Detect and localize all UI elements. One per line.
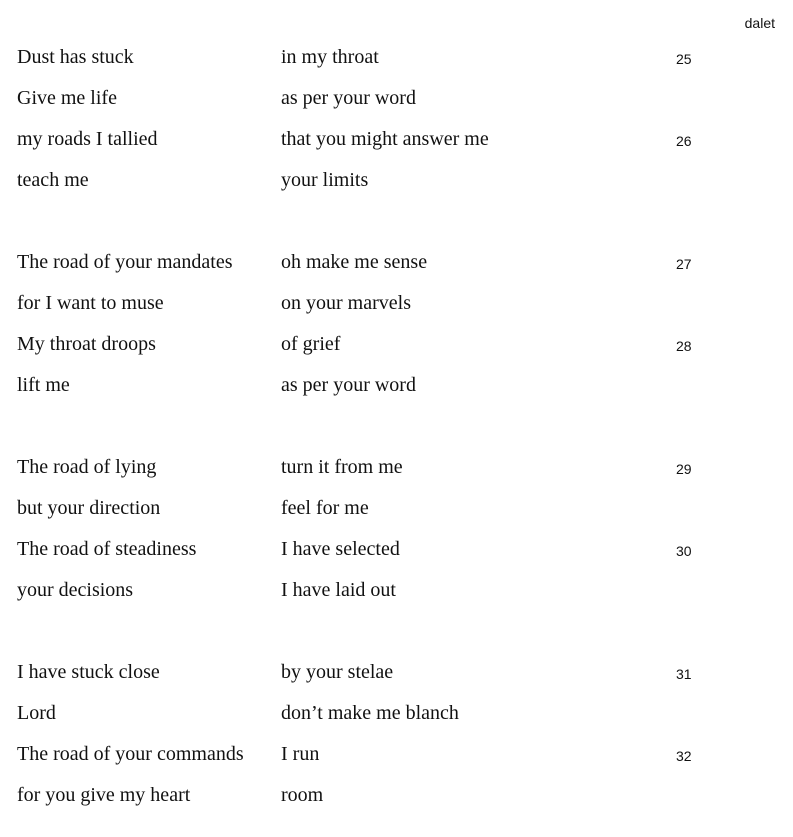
line-first-half: The road of steadiness	[17, 538, 197, 560]
line-second-half: by your stelae	[281, 661, 394, 683]
line-second-half: I have laid out	[281, 579, 396, 601]
line-first-half: teach me	[17, 169, 89, 191]
verse-number: 30	[676, 543, 692, 559]
line-first-half: I have stuck close	[17, 661, 160, 683]
verse-line	[17, 449, 777, 490]
verse-line	[17, 367, 777, 408]
line-first-half: The road of your mandates	[17, 251, 233, 273]
verse-line	[17, 654, 777, 695]
line-second-half: room	[281, 784, 324, 806]
stanza-3	[17, 449, 777, 613]
verse-line	[17, 285, 777, 326]
line-first-half: my roads I tallied	[17, 128, 158, 150]
line-second-half: that you might answer me	[281, 128, 489, 150]
line-second-half: feel for me	[281, 497, 369, 519]
verse-number: 32	[676, 748, 692, 764]
line-second-half: of grief	[281, 333, 341, 355]
section-label: dalet	[744, 15, 775, 31]
line-first-half: lift me	[17, 374, 70, 396]
verse-number: 28	[676, 338, 692, 354]
verse-line	[17, 572, 777, 613]
verse-line	[17, 777, 777, 818]
verse-line	[17, 736, 777, 777]
verse-line	[17, 695, 777, 736]
verse-line	[17, 162, 777, 203]
line-second-half: I run	[281, 743, 320, 765]
line-second-half: don’t make me blanch	[281, 702, 459, 724]
line-first-half: Lord	[17, 702, 56, 724]
line-second-half: as per your word	[281, 87, 416, 109]
stanza-4	[17, 654, 777, 818]
line-first-half: The road of lying	[17, 456, 157, 478]
verse-number: 25	[676, 51, 692, 67]
line-second-half: I have selected	[281, 538, 400, 560]
verse-line	[17, 244, 777, 285]
line-first-half: your decisions	[17, 579, 134, 601]
verse-number: 31	[676, 666, 692, 682]
verse-number: 29	[676, 461, 692, 477]
verse-number: 26	[676, 133, 692, 149]
verse-line	[17, 80, 777, 121]
stanza-1	[17, 39, 777, 203]
poem-body	[17, 39, 777, 818]
line-second-half: oh make me sense	[281, 251, 428, 273]
line-second-half: your limits	[281, 169, 369, 191]
line-second-half: turn it from me	[281, 456, 403, 478]
stanza-2	[17, 244, 777, 408]
line-first-half: Give me life	[17, 87, 117, 109]
line-second-half: in my throat	[281, 46, 379, 68]
verse-line	[17, 39, 777, 80]
line-first-half: but your direction	[17, 497, 161, 519]
verse-line	[17, 490, 777, 531]
verse-line	[17, 531, 777, 572]
line-second-half: on your marvels	[281, 292, 411, 314]
verse-line	[17, 121, 777, 162]
line-second-half: as per your word	[281, 374, 416, 396]
line-first-half: My throat droops	[17, 333, 156, 355]
line-first-half: Dust has stuck	[17, 46, 134, 68]
line-first-half: for you give my heart	[17, 784, 191, 806]
verse-number: 27	[676, 256, 692, 272]
line-first-half: for I want to muse	[17, 292, 164, 314]
verse-line	[17, 326, 777, 367]
line-first-half: The road of your commands	[17, 743, 244, 765]
